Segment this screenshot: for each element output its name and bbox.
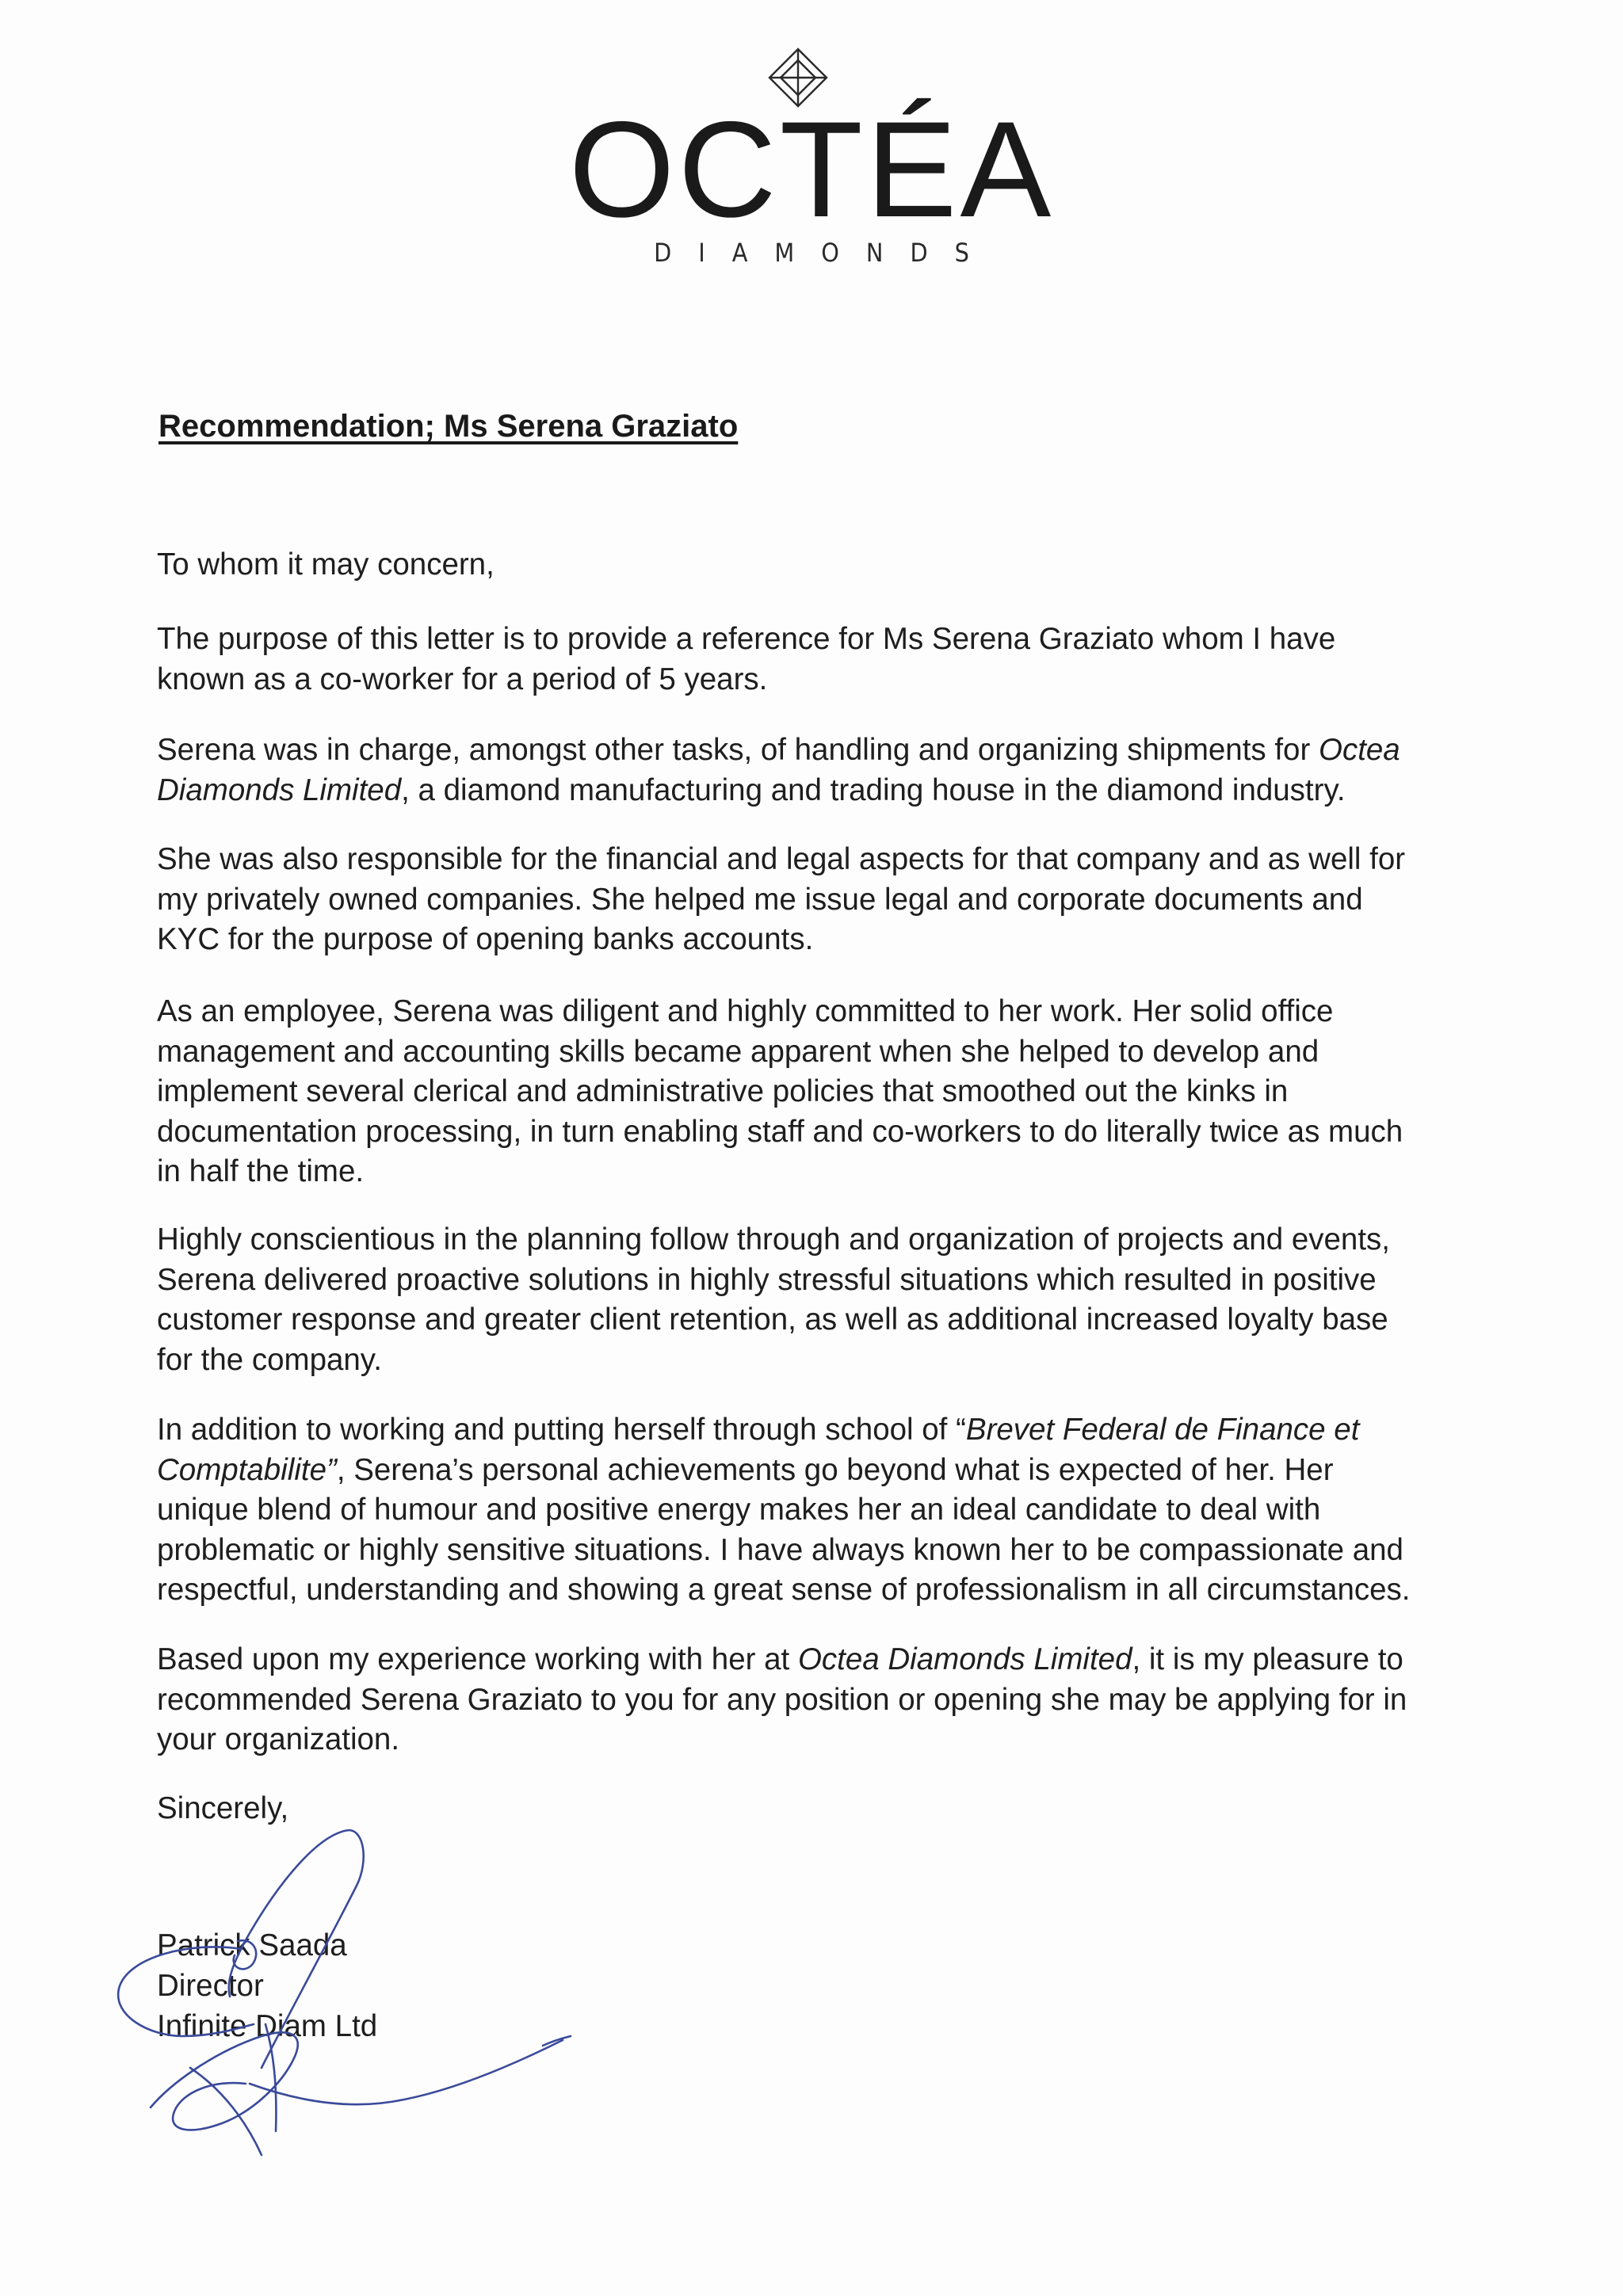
signatory-title: Director	[157, 1969, 264, 2003]
text-line: recommended Serena Graziato to you for any position or opening she may be applying for in	[157, 1682, 1407, 1717]
paragraph-reference-purpose	[157, 620, 1457, 700]
text-line	[157, 730, 1457, 771]
text-line: implement several clerical and administrative policies that smoothed out the kinks in	[157, 1074, 1289, 1108]
salutation: To whom it may concern,	[157, 547, 495, 582]
text-line: known as a co-worker for a period of 5 years.	[157, 662, 768, 696]
text-run: In addition to working and putting herself through school of “	[157, 1413, 966, 1447]
handwritten-signature	[95, 1798, 586, 2163]
diploma-name-italic: Brevet Federal de Finance et	[965, 1413, 1360, 1447]
paragraph-recommendation	[157, 1640, 1457, 1760]
text-line: my privately owned companies. She helped me issue legal and corporate documents and	[157, 882, 1363, 917]
text-line: Serena delivered proactive solutions in highly stressful situations which resulted in positive	[157, 1262, 1377, 1297]
text-line	[157, 1640, 1457, 1680]
text-run: , Serena’s personal achievements go beyond what is expected of her. Her	[336, 1452, 1334, 1487]
text-line: As an employee, Serena was diligent and highly committed to her work. Her solid office	[157, 994, 1334, 1028]
text-line	[157, 1451, 1457, 1491]
text-line: customer response and greater client retention, as well as additional increased loyalty base	[157, 1302, 1388, 1337]
paragraph-achievements	[157, 1410, 1457, 1611]
text-line	[157, 771, 1457, 811]
company-name-italic: Octea	[1319, 733, 1400, 767]
diploma-name-italic: Comptabilite”	[157, 1452, 337, 1487]
paragraph-conscientious	[157, 1220, 1457, 1380]
text-line: problematic or highly sensitive situations. I have always known her to be compassionate and	[157, 1532, 1403, 1567]
text-run: , it is my pleasure to	[1132, 1642, 1403, 1676]
text-line: documentation processing, in turn enabling staff and co-workers to do literally twice as much	[157, 1114, 1403, 1149]
signatory-name: Patrick Saada	[157, 1928, 347, 1962]
text-line: KYC for the purpose of opening banks accounts.	[157, 922, 814, 956]
text-line: Highly conscientious in the planning follow through and organization of projects and events,	[157, 1222, 1390, 1257]
text-line	[157, 1410, 1457, 1451]
text-line: management and accounting skills became apparent when she helped to develop and	[157, 1034, 1319, 1069]
text-line: respectful, understanding and showing a great sense of professionalism in all circumstances.	[157, 1573, 1411, 1607]
letter-subject: Recommendation; Ms Serena Graziato	[158, 409, 739, 444]
text-run: Based upon my experience working with her at	[157, 1642, 798, 1676]
text-run: , a diamond manufacturing and trading house in the diamond industry.	[401, 772, 1346, 807]
signatory-company: Infinite Diam Ltd	[157, 2009, 378, 2043]
paragraph-employee-qualities	[157, 992, 1457, 1192]
company-name-italic: Octea Diamonds Limited	[797, 1642, 1132, 1676]
brand-wordmark: OCTÉA	[568, 93, 1055, 246]
brand-tagline: DIAMONDS	[654, 238, 996, 268]
text-line: She was also responsible for the financial and legal aspects for that company and as well for	[157, 842, 1406, 876]
text-run: Serena was in charge, amongst other tasks, of handling and organizing shipments for	[157, 733, 1319, 767]
text-line: for the company.	[157, 1342, 382, 1377]
text-line: your organization.	[157, 1722, 400, 1756]
company-name-italic: Diamonds Limited	[157, 772, 402, 807]
closing: Sincerely,	[157, 1791, 289, 1825]
text-line: The purpose of this letter is to provide a reference for Ms Serena Graziato whom I have	[157, 622, 1336, 656]
text-line: unique blend of humour and positive energy makes her an ideal candidate to deal with	[157, 1493, 1321, 1527]
paragraph-financial-legal	[157, 840, 1457, 960]
text-line: in half the time.	[157, 1154, 365, 1188]
paragraph-responsibilities	[157, 730, 1457, 810]
